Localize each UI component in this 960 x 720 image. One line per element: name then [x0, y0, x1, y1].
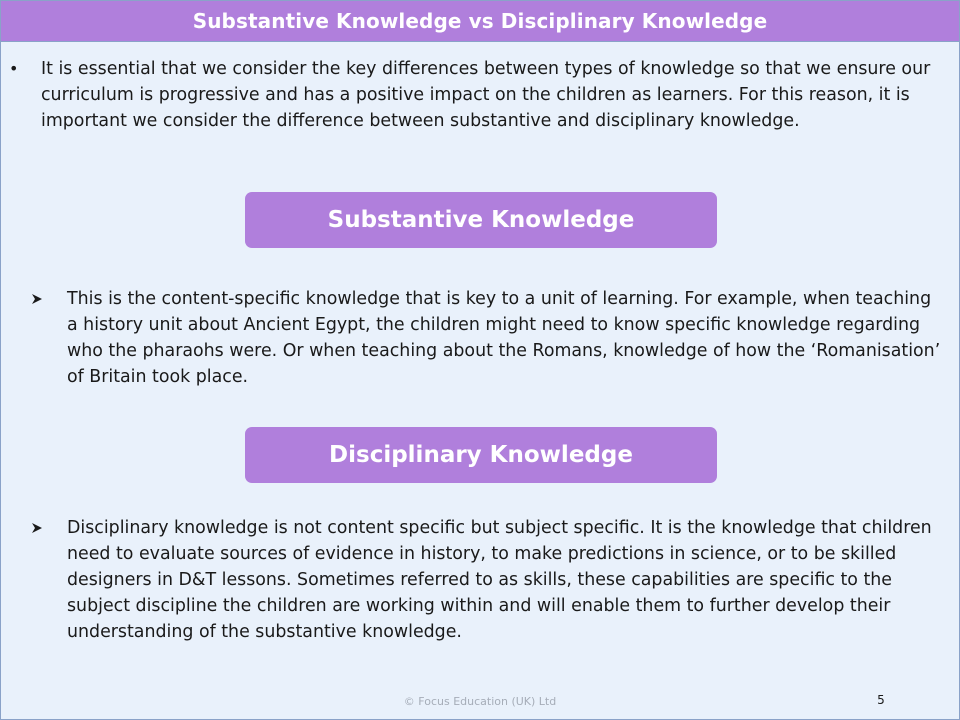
page-title: Substantive Knowledge vs Disciplinary Knowledge — [192, 9, 768, 33]
arrow-bullet-icon — [31, 286, 45, 312]
arrow-bullet-icon — [31, 515, 45, 541]
page-number: 5 — [877, 693, 885, 707]
substantive-paragraph: This is the content-specific knowledge that is key to a unit of learning. For example, when teaching a history unit about Ancient Egypt, the children might need to know specific knowledge regarding who the pharaohs were. Or when teaching about the Romans, knowledge of how the ‘Romanisation’ of Britain took place. — [67, 289, 941, 387]
substantive-heading-box — [245, 192, 717, 248]
substantive-heading: Substantive Knowledge — [327, 207, 635, 233]
disciplinary-heading-box — [245, 427, 717, 483]
disciplinary-paragraph: Disciplinary knowledge is not content specific but subject specific. It is the knowledge that children need to evaluate sources of evidence in history, to make predictions in science, or to be skilled designers in D&T lessons. Sometimes referred to as skills, these capabilities are specific to the subject discipline the children are working within and will enable them to further develop their understanding of the substantive knowledge. — [67, 518, 932, 642]
disciplinary-heading: Disciplinary Knowledge — [329, 442, 633, 468]
intro-paragraph: It is essential that we consider the key differences between types of knowledge so that we ensure our curriculum is progressive and has a positive impact on the children as learners. For this reason, it is important we consider the difference between substantive and disciplinary knowledge. — [41, 59, 931, 131]
title-bar — [1, 1, 959, 42]
intro-bullet: • — [9, 59, 19, 78]
footer-copyright: © Focus Education (UK) Ltd — [403, 695, 557, 708]
